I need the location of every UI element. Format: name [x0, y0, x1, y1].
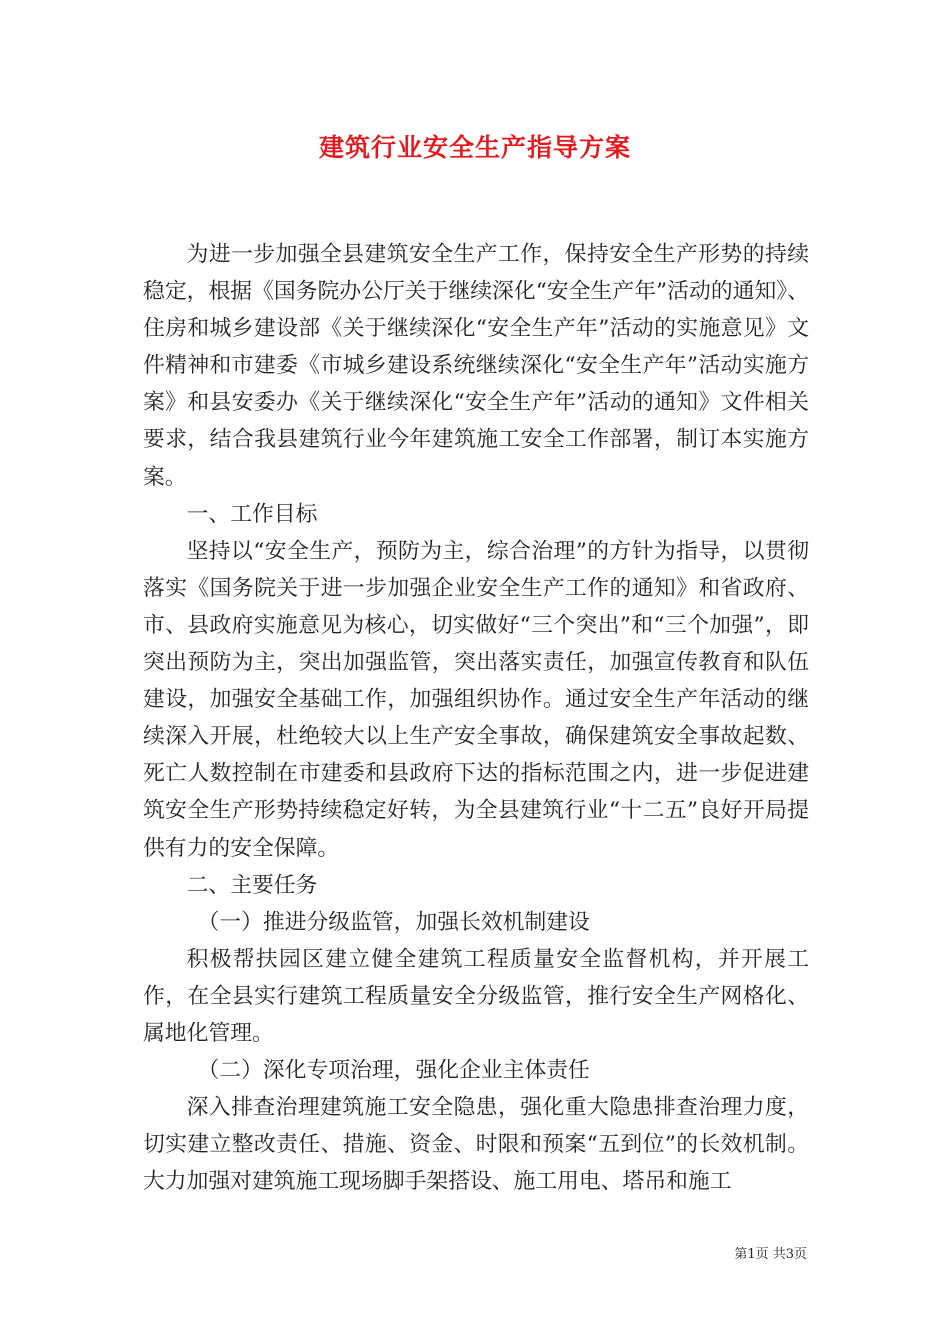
page-number: 第1页 共3页 [734, 1247, 807, 1262]
section-heading-tasks: 二、主要任务 [186, 872, 318, 898]
task1-heading: （一）推进分级监管，加强长效机制建设 [197, 909, 590, 935]
intro-paragraph: 为进一步加强全县建筑安全生产工作，保持安全生产形势的持续稳定，根据《国务院办公厅关于继续深化“安全生产年”活动的通知》、住房和城乡建设部《关于继续深化“安全生产年”活动的实施意见》文件精神和市建委《市城乡建设系统继续深化“安全生产年”活动实施方案》和县安委办《关于继续深化“安全生产年”活动的通知》文件相关要求，结合我县建筑行业今年建筑施工安全工作部署，制订本实施方案。 [143, 242, 809, 490]
task1-paragraph: 积极帮扶园区建立健全建筑工程质量安全监督机构，并开展工作，在全县实行建筑工程质量安全分级监管，推行安全生产网格化、属地化管理。 [143, 946, 809, 1046]
goals-paragraph: 坚持以“安全生产，预防为主，综合治理”的方针为指导，以贯彻落实《国务院关于进一步加强企业安全生产工作的通知》和省政府、市、县政府实施意见为核心，切实做好“三个突出”和“三个加强”，即突出预防为主，突出加强监管，突出落实责任，加强宣传教育和队伍建设，加强安全基础工作，加强组织协作。通过安全生产年活动的继续深入开展，杜绝较大以上生产安全事故，确保建筑安全事故起数、死亡人数控制在市建委和县政府下达的指标范围之内，进一步促进建筑安全生产形势持续稳定好转，为全县建筑行业“十二五”良好开局提供有力的安全保障。 [143, 538, 809, 861]
document-title: 建筑行业安全生产指导方案 [318, 133, 631, 162]
document-body [143, 236, 809, 1200]
task2-paragraph: 深入排查治理建筑施工安全隐患，强化重大隐患排查治理力度，切实建立整改责任、措施、资金、时限和预案“五到位”的长效机制。大力加强对建筑施工现场脚手架搭设、施工用电、塔吊和施工 [143, 1095, 809, 1195]
section-heading-goals: 一、工作目标 [186, 501, 318, 527]
task2-heading: （二）深化专项治理，强化企业主体责任 [197, 1058, 590, 1084]
